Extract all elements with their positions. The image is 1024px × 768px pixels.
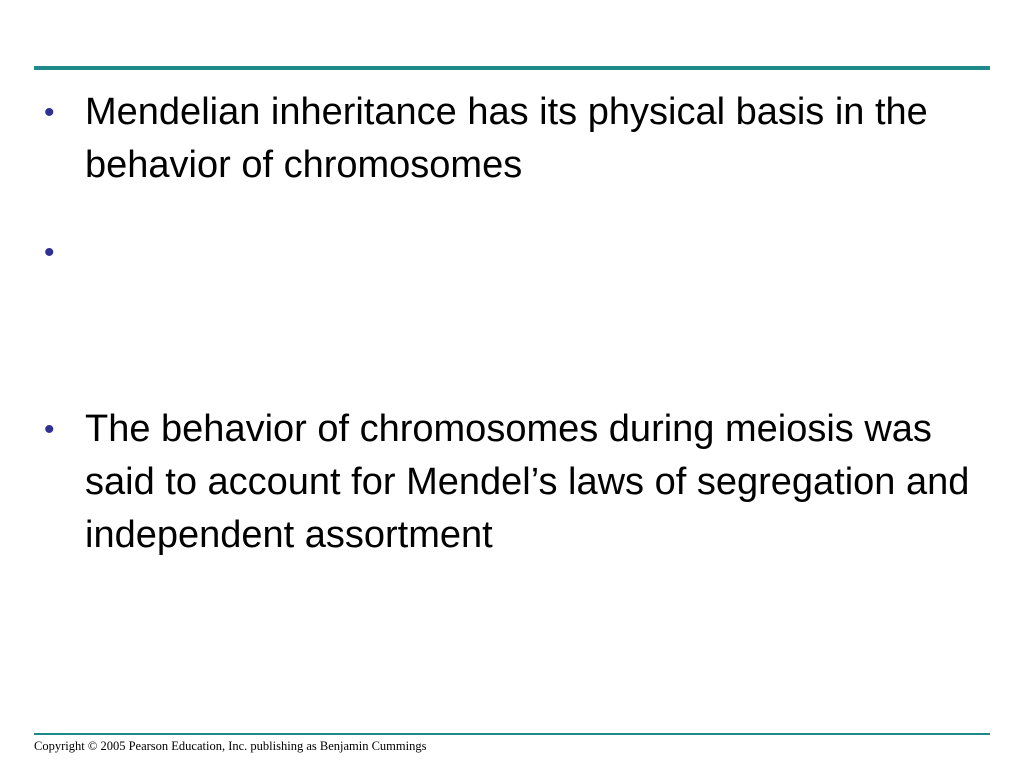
bullet-dot-icon: • <box>44 96 55 129</box>
bullet-item <box>44 86 984 192</box>
bullet-dot-icon: • <box>44 413 55 446</box>
bullet-item <box>44 403 984 562</box>
bullet-item <box>44 226 984 279</box>
top-divider-line <box>34 66 990 70</box>
bullet-dot-icon: • <box>44 236 55 269</box>
bullet-text: The behavior of chromosomes during meiosis was said to account for Mendel’s laws of segregation and independent assortment <box>85 408 970 556</box>
bullet-list <box>44 86 984 562</box>
bottom-divider-line <box>34 733 990 735</box>
bullet-text: Mendelian inheritance has its physical basis in the behavior of chromosomes <box>85 91 928 186</box>
copyright-footer: Copyright © 2005 Pearson Education, Inc. publishing as Benjamin Cummings <box>34 739 427 753</box>
